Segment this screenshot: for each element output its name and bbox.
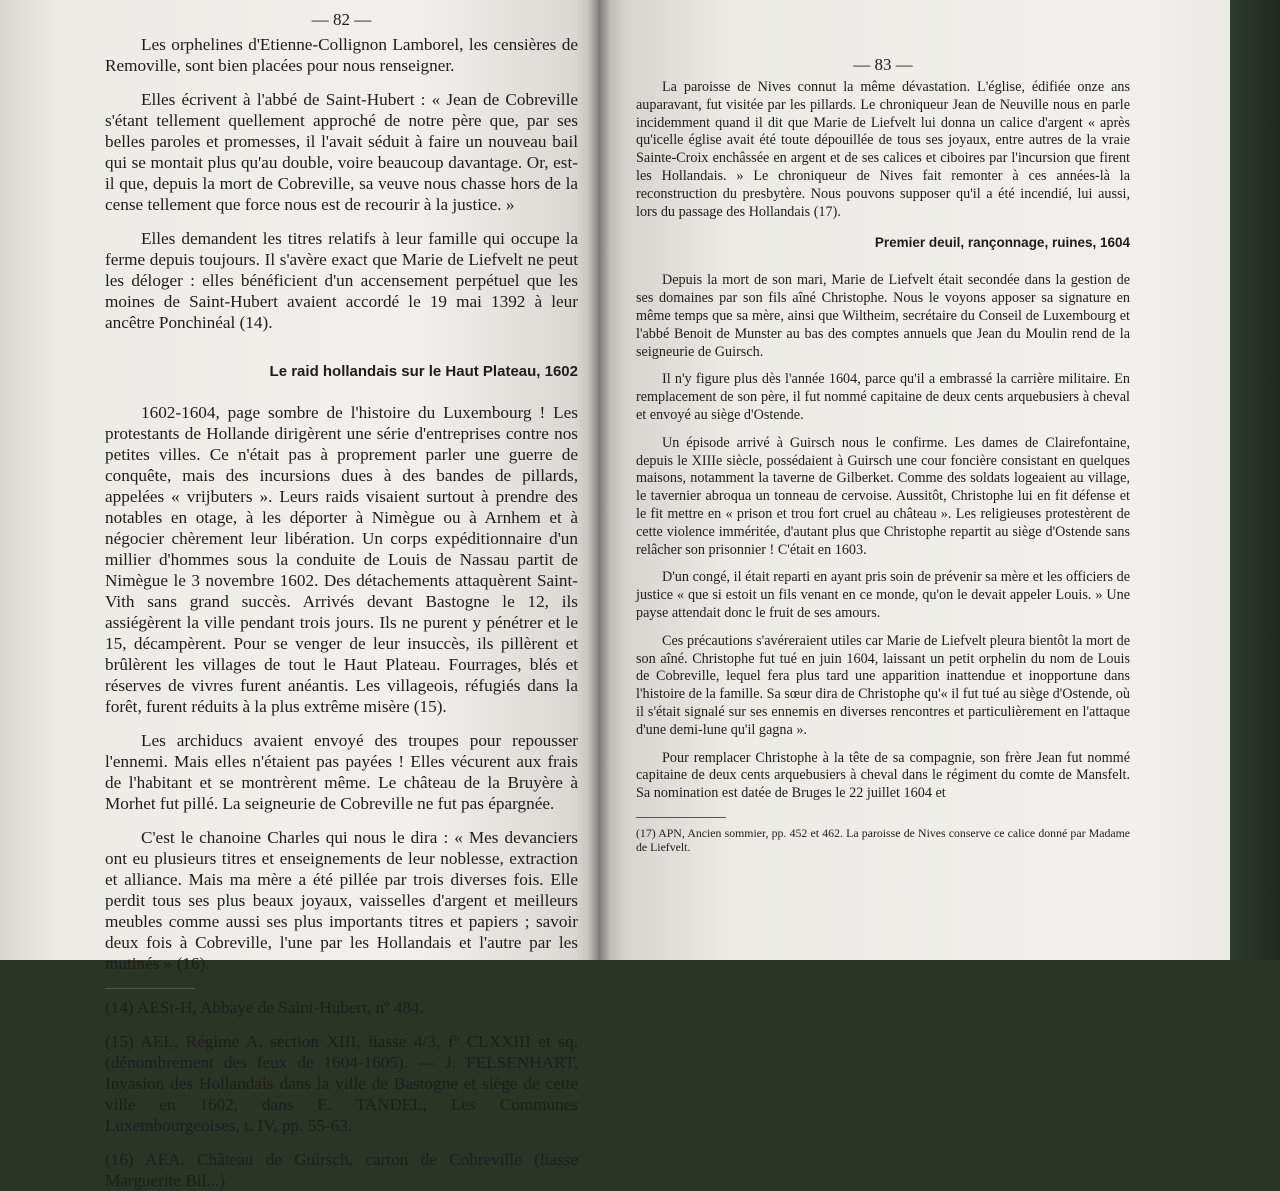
footnote: (17) APN, Ancien sommier, pp. 452 et 462. La paroisse de Nives conserve ce calice donné par Madame de Liefvelt.	[636, 825, 1130, 854]
paragraph: Les orphelines d'Etienne-Collignon Lamborel, les censières de Removille, sont bien placées pour nous renseigner.	[105, 35, 578, 75]
paragraph: La paroisse de Nives connut la même dévastation. L'église, édifiée onze ans auparavant, fut visitée par les pillards. Le chroniqueur Jean de Neuville nous en parle incidemment quand il dit que Marie de Liefvelt lui donna un calice d'argent « après qu'icelle église avait été toute dépouillée de tous ses joyaux, entre autres de la vraie Sainte-Croix enchâssée en argent et de ses calices et ciboires par l'incursion que firent les Hollandais. » Le chroniqueur de Nives fait remonter à ces années-là la reconstruction du presbytère. Nous pouvons supposer qu'il a été incendié, lui aussi, lors du passage des Hollandais (17).	[636, 79, 1130, 220]
paragraph: Les archiducs avaient envoyé des troupes pour repousser l'ennemi. Mais elles n'étaient pas payées ! Elles vécurent aux frais de l'habitant et se montrèrent même. Le château de la Bruyère à Morhet fut pillé. La seigneurie de Cobreville ne fut pas épargnée.	[105, 731, 578, 813]
page-number-left: — 82 —	[311, 10, 372, 29]
paragraph: Elles demandent les titres relatifs à leur famille qui occupe la ferme depuis toujours. Il s'avère exact que Marie de Liefvelt ne peut les déloger : elles bénéficient d'un accensement perpétuel que les moines de Saint-Hubert avaient accordé le 19 mai 1392 à leur ancêtre Ponchinéal (14).	[105, 229, 578, 332]
right-page	[598, 0, 1280, 960]
footnote: (16) AEA, Château de Guirsch, carton de Cobreville (liasse Marguerite Bil...)	[105, 1150, 578, 1190]
footnote: (14) AESt-H, Abbaye de Saint-Hubert, nº 484.	[105, 998, 424, 1017]
section-heading-left: Le raid hollandais sur le Haut Plateau, 1602	[269, 363, 578, 380]
page-number-right: — 83 —	[853, 55, 913, 74]
paragraph: Depuis la mort de son mari, Marie de Liefvelt était secondée dans la gestion de ses domaines par son fils aîné Christophe. Nous le voyons apposer sa signature en même temps que sa mère, ainsi que Wiltheim, secrétaire du Conseil de Luxembourg et l'abbé Benoit de Munster au bas des comptes annuels que Jean du Moulin rend de la seigneurie de Guirsch.	[636, 272, 1130, 360]
paragraph: Elles écrivent à l'abbé de Saint-Hubert : « Jean de Cobreville s'étant tellement quellement approché de notre père que, par ses belles paroles et promesses, il l'avait séduit à faire un nouveau bail qui se montait plus qu'au double, voire beaucoup davantage. Or, est-il que, depuis la mort de Cobreville, sa veuve nous chasse hors de la cense tellement que force nous est de recourir à la justice. »	[105, 90, 578, 214]
paragraph: D'un congé, il était reparti en ayant pris soin de prévenir sa mère et les officiers de justice « que si estoit un fils venant en ce monde, qu'on le devait appeler Louis. » Une payse attendait donc le fruit de ses amours.	[636, 569, 1130, 621]
footnote-divider	[105, 988, 195, 989]
paragraph: Un épisode arrivé à Guirsch nous le confirme. Les dames de Clairefontaine, depuis le XIIIe siècle, possédaient à Guirsch une cour foncière consistant en quelques maisons, notamment la taverne de Gilberket. Comme des soldats logeaient au village, le tavernier abroqua un tonneau de cervoise. Aussitôt, Christophe lui en fit défense et le fit mettre en « prison et trou fort cruel au château ». Les religieuses protestèrent de cette violence imméritée, d'autant plus que Christophe repartit au siège d'Ostende sans relâcher son prisonnier ! C'était en 1603.	[636, 434, 1130, 558]
paragraph: Pour remplacer Christophe à la tête de sa compagnie, son frère Jean fut nommé capitaine de deux cents arquebusiers à cheval dans le régiment du comte de Mansfelt. Sa nomination est datée de Bruges le 22 juillet 1604 et	[636, 749, 1130, 802]
paragraph: C'est le chanoine Charles qui nous le dira : « Mes devanciers ont eu plusieurs titres et enseignements de leur noblesse, extraction et alliance. Mais ma mère a été pillée par trois diverses fois. Elle perdit tous ses plus beaux joyaux, vaisselles d'argent et meilleurs meubles comme aussi ses plus importants titres et papiers ; savoir deux fois à Cobreville, l'une par les Hollandais et l'autre par les mutinés » (16).	[105, 828, 578, 973]
background-edge	[1230, 0, 1280, 960]
section-heading-right: Premier deuil, rançonnage, ruines, 1604	[874, 235, 1130, 251]
paragraph: Il n'y figure plus dès l'année 1604, parce qu'il a embrassé la carrière militaire. En remplacement de son père, il fut nommé capitaine de deux cents arquebusiers à cheval et envoyé au siège d'Ostende.	[636, 371, 1130, 423]
paragraph: 1602-1604, page sombre de l'histoire du Luxembourg ! Les protestants de Hollande dirigèrent une série d'entreprises contre nos petites villes. Ce n'était pas à proprement parler une guerre de conquête, mais des incursions dues à des bandes de pillards, appelées « vrijbuters ». Leurs raids visaient surtout à prendre des notables en otage, à les déporter à Nimègue ou à Arnhem et à négocier chèrement leur libération. Un corps expéditionnaire d'un millier d'hommes sous la conduite de Louis de Nassau partit de Nimègue le 3 novembre 1602. Des détachements attaquèrent Saint-Vith sans grand succès. Arrivés devant Bastogne le 12, ils assiégèrent la ville pendant trois jours. Ils ne purent y pénétrer et le 15, décampèrent. Pour se venger de leur insuccès, ils pillèrent et brûlèrent les villages de tout le Haut Plateau. Fourrages, blés et réserves de vivres furent anéantis. Les villageois, réfugiés dans la forêt, furent réduits à la plus extrême misère (15).	[105, 403, 578, 716]
footnote-divider	[636, 817, 726, 818]
paragraph: Ces précautions s'avéreraient utiles car Marie de Liefvelt pleura bientôt la mort de son aîné. Christophe fut tué en juin 1604, laissant un petit orphelin du nom de Louis de Cobreville, lequel fera plus tard une apparition inattendue et inopportune dans l'histoire de la famille. Sa sœur dira de Christophe qu'« il fut tué au siège d'Ostende, où il s'était signalé sur ses ennemis en diverses rencontres et particulièrement en l'attaque d'une demi-lune qu'il gagna ».	[636, 632, 1130, 738]
left-page	[0, 0, 598, 1190]
footnote: (15) AEL, Régime A, section XIII, liasse 4/3, fº CLXXIII et sq. (dénombrement des feux de 1604-1605). — J. FELSENHART, Invasion des Hollandais dans la ville de Bastogne et siège de cette ville en 1602, dans E. TANDEL, Les Communes Luxembourgeoises, t. IV, pp. 55-63.	[105, 1032, 578, 1135]
